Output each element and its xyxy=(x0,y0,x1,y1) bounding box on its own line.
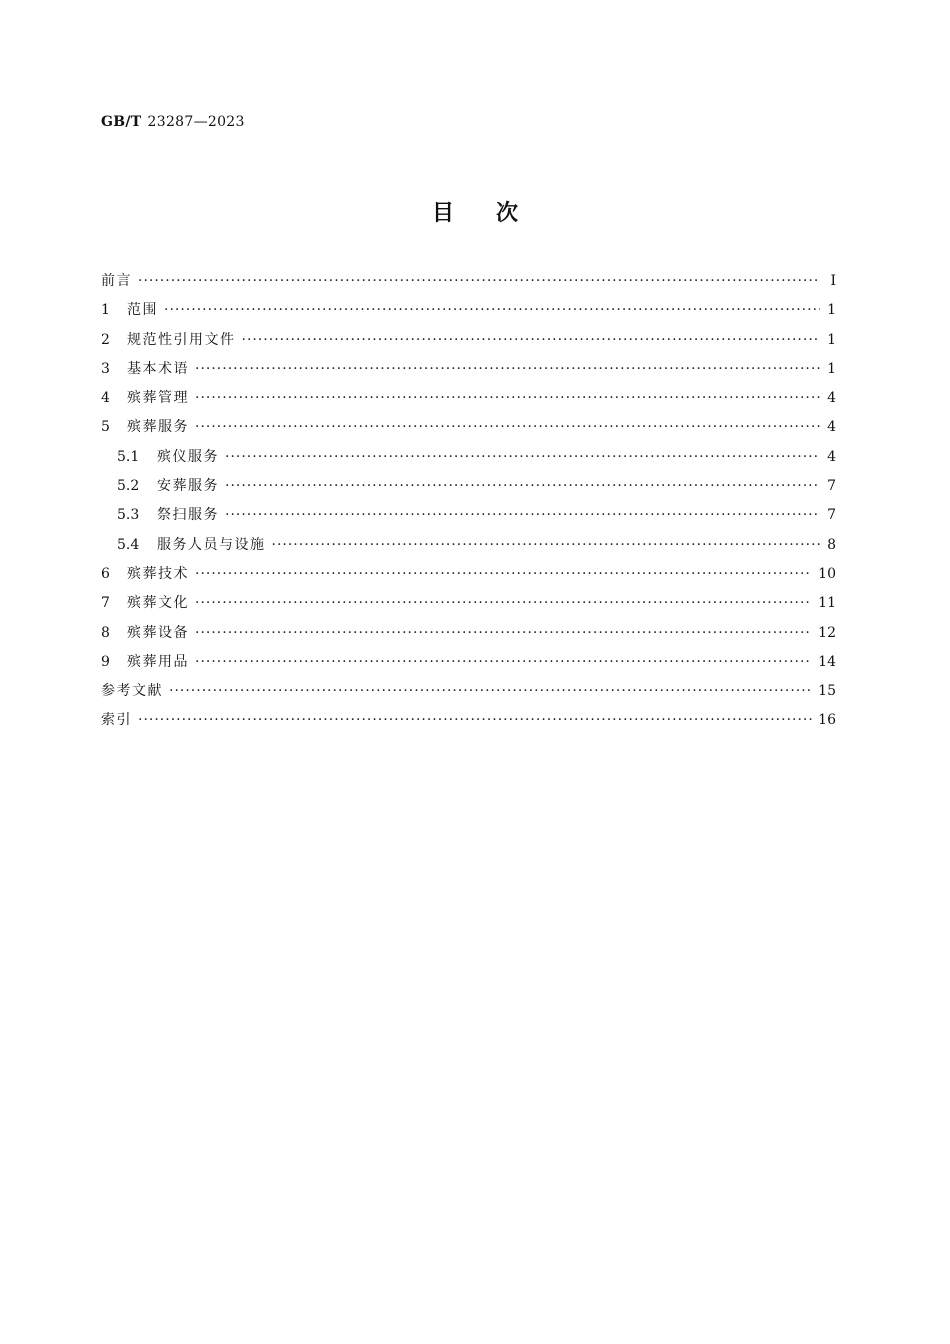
toc-entry-label: 殡葬技术 xyxy=(127,565,189,582)
toc-entry[interactable] xyxy=(101,534,836,563)
toc-entry[interactable] xyxy=(101,680,836,709)
toc-entry[interactable] xyxy=(101,504,836,533)
dot-leader xyxy=(225,449,820,465)
toc-entry[interactable] xyxy=(101,416,836,445)
toc-entry-label: 参考文献 xyxy=(101,683,163,700)
toc-entry-label: 安葬服务 xyxy=(157,478,219,495)
dot-leader xyxy=(195,419,820,435)
dot-leader xyxy=(195,595,812,611)
toc-entry-page: 1 xyxy=(827,360,836,377)
toc-entry[interactable] xyxy=(101,358,836,387)
toc-entry[interactable] xyxy=(101,622,836,651)
toc-entry-number: 7 xyxy=(101,595,110,612)
toc-entry-page: 1 xyxy=(827,302,836,319)
page-title: 目次 xyxy=(431,200,560,226)
toc-entry-number: 8 xyxy=(101,624,110,641)
toc-entry-page: 1 xyxy=(827,331,836,348)
table-of-contents xyxy=(101,270,836,739)
toc-entry-number: 2 xyxy=(101,331,110,348)
toc-entry[interactable] xyxy=(101,446,836,475)
toc-entry[interactable] xyxy=(101,270,836,299)
toc-entry-label: 殡仪服务 xyxy=(157,448,219,465)
dot-leader xyxy=(138,273,820,289)
dot-leader xyxy=(195,625,812,641)
dot-leader xyxy=(272,537,821,553)
toc-entry-page: 8 xyxy=(827,536,836,553)
toc-entry[interactable] xyxy=(101,651,836,680)
dot-leader xyxy=(195,654,812,670)
toc-entry-label: 规范性引用文件 xyxy=(127,331,236,348)
toc-entry-label: 祭扫服务 xyxy=(157,507,219,524)
dot-leader xyxy=(195,566,812,582)
toc-entry-label: 服务人员与设施 xyxy=(157,536,266,553)
toc-entry-page: 10 xyxy=(818,565,836,582)
toc-entry-page: 7 xyxy=(827,478,836,495)
toc-entry[interactable] xyxy=(101,387,836,416)
toc-entry-label: 范围 xyxy=(127,302,158,319)
dot-leader xyxy=(225,478,820,494)
toc-entry-number: 3 xyxy=(101,360,110,377)
dot-leader xyxy=(225,507,820,523)
toc-entry-number: 9 xyxy=(101,653,110,670)
toc-entry-number: 6 xyxy=(101,565,110,582)
dot-leader xyxy=(242,332,821,348)
toc-entry-number: 5.1 xyxy=(117,448,140,465)
dot-leader xyxy=(195,390,820,406)
toc-entry-page: 11 xyxy=(818,595,836,612)
toc-entry-page: Ⅰ xyxy=(830,273,836,289)
toc-entry-label: 殡葬用品 xyxy=(127,653,189,670)
toc-entry-page: 14 xyxy=(818,653,836,670)
toc-entry-label: 殡葬管理 xyxy=(127,390,189,407)
toc-entry-page: 15 xyxy=(818,683,836,700)
toc-entry-label: 殡葬设备 xyxy=(127,624,189,641)
standard-number: 23287—2023 xyxy=(147,114,245,130)
toc-entry-number: 5.4 xyxy=(117,536,140,553)
toc-entry[interactable] xyxy=(101,475,836,504)
dot-leader xyxy=(138,712,812,728)
standard-code: GB/T xyxy=(101,114,142,130)
toc-entry-number: 5.2 xyxy=(117,478,140,495)
toc-entry-page: 4 xyxy=(827,419,836,436)
toc-entry[interactable] xyxy=(101,592,836,621)
toc-entry-page: 12 xyxy=(818,624,836,641)
toc-entry-label: 殡葬服务 xyxy=(127,419,189,436)
toc-entry-number: 5.3 xyxy=(117,507,140,524)
toc-entry-page: 4 xyxy=(827,448,836,465)
toc-entry-page: 16 xyxy=(818,712,836,729)
toc-entry[interactable] xyxy=(101,299,836,328)
toc-entry-number: 4 xyxy=(101,390,110,407)
dot-leader xyxy=(195,361,820,377)
dot-leader xyxy=(169,683,812,699)
toc-entry[interactable] xyxy=(101,563,836,592)
toc-entry-number: 1 xyxy=(101,302,110,319)
toc-entry-page: 7 xyxy=(827,507,836,524)
toc-entry-page: 4 xyxy=(827,390,836,407)
toc-entry[interactable] xyxy=(101,329,836,358)
toc-entry[interactable] xyxy=(101,709,836,738)
toc-entry-label: 索引 xyxy=(101,712,132,729)
toc-entry-number: 5 xyxy=(101,419,110,436)
toc-entry-label: 基本术语 xyxy=(127,360,189,377)
toc-entry-label: 殡葬文化 xyxy=(127,595,189,612)
document-identifier xyxy=(101,114,245,130)
dot-leader xyxy=(164,302,820,318)
toc-entry-label: 前言 xyxy=(101,273,132,289)
